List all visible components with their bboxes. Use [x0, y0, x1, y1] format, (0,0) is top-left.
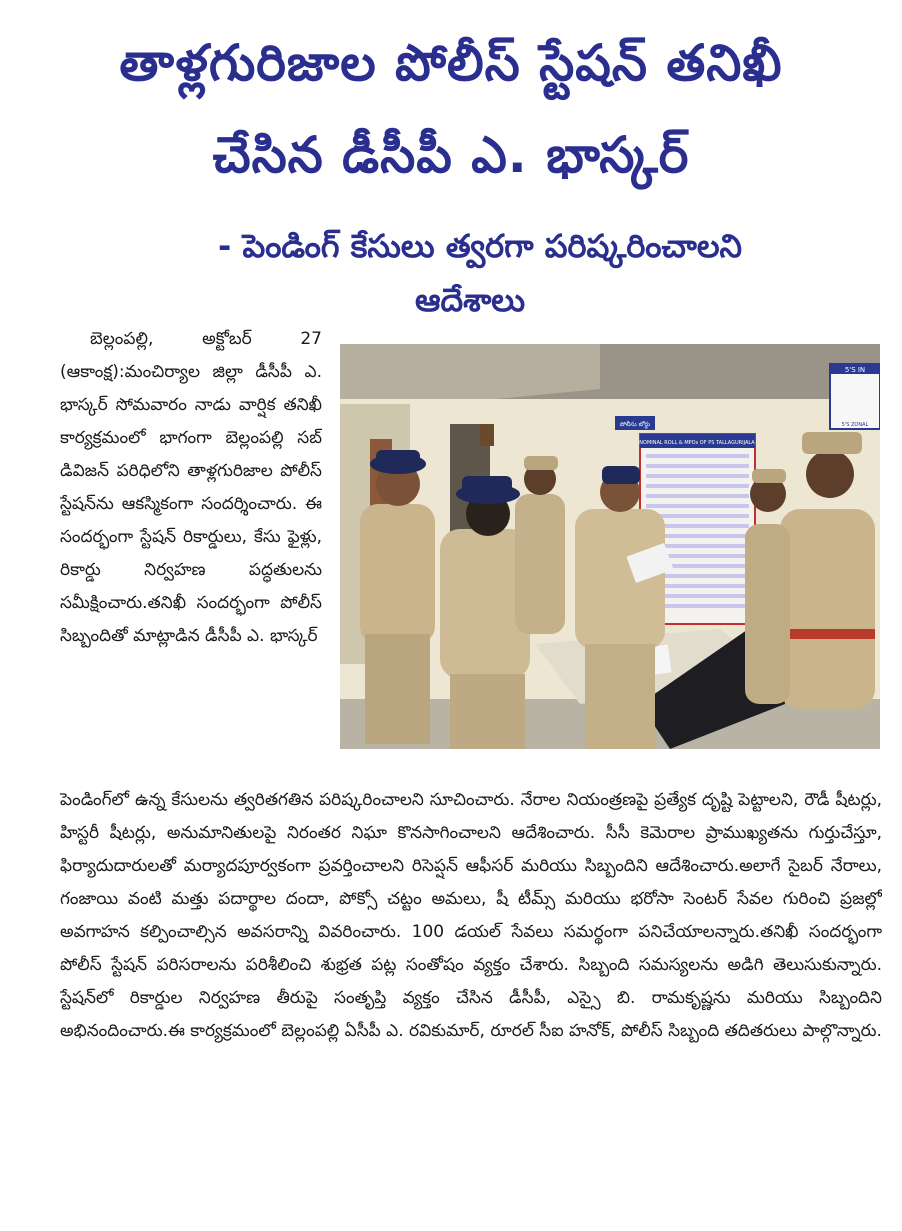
headline-line-2: చేసిన డీసీపీ ఎ. భాస్కర్	[212, 126, 690, 184]
news-photo	[340, 344, 880, 749]
article-lead-paragraph: బెల్లంపల్లి, అక్టోబర్ 27 (ఆకాంక్ష):మంచిర్యాల జిల్లా డీసీపీ ఎ. భాస్కర్ సోమవారం నాడు వార్షిక తనిఖీ కార్యక్రమంలో భాగంగా బెల్లంపల్లి సబ్ డివిజన్ పరిధిలోని తాళ్లగురిజాల పోలీస్ స్టేషన్‌ను ఆకస్మికంగా సందర్శించారు. ఈ సందర్భంగా స్టేషన్ రికార్డులు, కేసు ఫైళ్లు, రికార్డు నిర్వహణ పద్ధతులను సమీక్షించారు.తనిఖీ సందర్భంగా పోలీస్ సిబ్బందితో మాట్లాడిన డీసీపీ ఎ. భాస్కర్	[60, 329, 322, 646]
svg-text:5'S IN: 5'S IN	[844, 366, 866, 374]
board-title: NOMINAL ROLL & MPOs OF PS TALLAGURIJALA	[639, 440, 755, 446]
headline-line-1: తాళ్లగురిజాల పోలీస్ స్టేషన్ తనిఖీ	[119, 34, 783, 92]
article-continued-text	[60, 784, 882, 1144]
svg-text:పోలీసు బోర్డు: పోలీసు బోర్డు	[619, 421, 651, 428]
subheadline-line-1: - పెండింగ్ కేసులు త్వరగా పరిష్కరించాలని	[218, 227, 742, 265]
police-inspection-illustration	[340, 344, 880, 749]
article-main-paragraph: పెండింగ్‌లో ఉన్న కేసులను త్వరితగతిన పరిష్కరించాలని సూచించారు. నేరాల నియంత్రణపై ప్రత్యేక దృష్టి పెట్టాలని, రౌడీ షీటర్లు, హిస్టరీ షీటర్లు, అనుమానితులపై నిరంతర నిఘా కొనసాగించాలని ఆదేశించారు. సీసీ కెమెరాల ప్రాముఖ్యతను గుర్తుచేస్తూ, ఫిర్యాదుదారులతో మర్యాదపూర్వకంగా ప్రవర్తించాలని రిసెప్షన్ ఆఫీసర్ మరియు సిబ్బందిని ఆదేశించారు.అలాగే సైబర్ నేరాలు, గంజాయి వంటి మత్తు పదార్థాల దందా, పోక్సో చట్టం అమలు, షీ టీమ్స్ మరియు భరోసా సెంటర్ సేవల గురించి ప్రజల్లో అవగాహన కల్పించాల్సిన అవసరాన్ని వివరించారు. 100 డయల్ సేవలు సమర్థంగా పనిచేయాలన్నారు.తనిఖీ సందర్భంగా పోలీస్ స్టేషన్ పరిసరాలను పరిశీలించి శుభ్రత పట్ల సంతోషం వ్యక్తం చేశారు. సిబ్బంది సమస్యలను అడిగి తెలుసుకున్నారు. స్టేషన్‌లో రికార్డుల నిర్వహణ తీరుపై సంతృప్తి వ్యక్తం చేసిన డీసీపీ, ఎస్సై బి. రామకృష్ణను మరియు సిబ్బందిని అభినందించారు.ఈ కార్యక్రమంలో బెల్లంపల్లి ఏసీపీ ఎ. రవికుమార్, రూరల్ సీఐ హనోక్, పోలీస్ సిబ్బంది తదితరులు పాల్గొన్నారు.	[60, 790, 882, 1041]
subheadline-line-2: ఆదేశాలు	[414, 281, 526, 319]
svg-text:5'S ZONAL: 5'S ZONAL	[841, 422, 869, 428]
article-column-text	[60, 323, 322, 785]
